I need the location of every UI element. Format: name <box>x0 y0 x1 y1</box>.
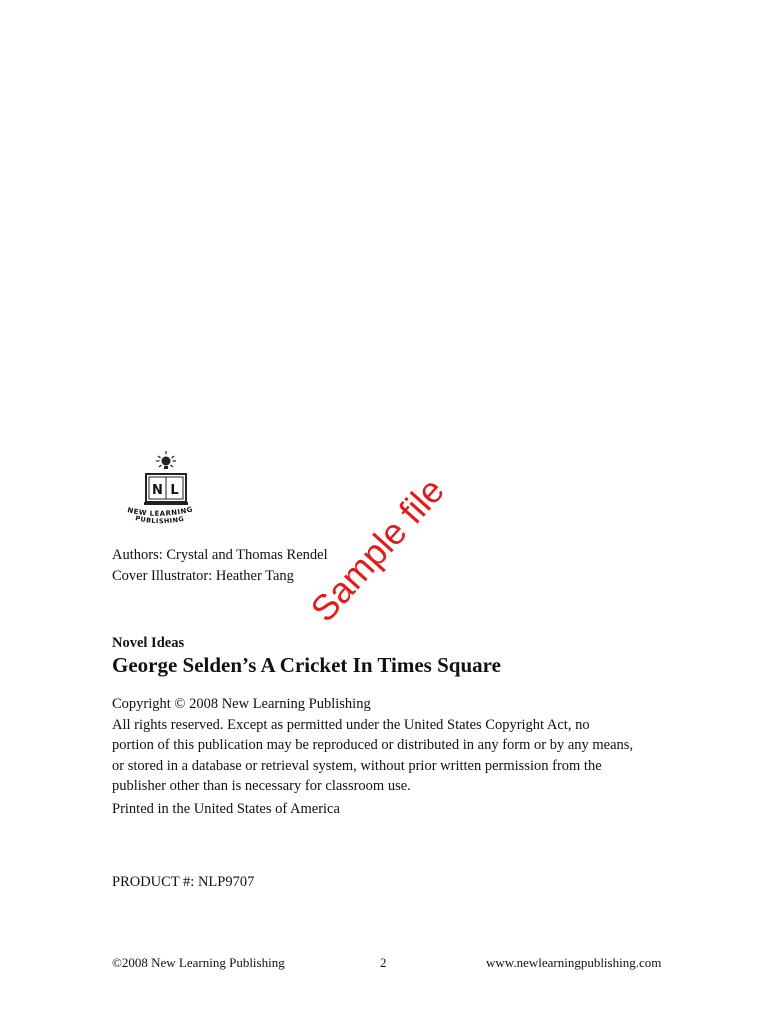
footer-copyright: ©2008 New Learning Publishing <box>112 955 285 970</box>
product-number: PRODUCT #: NLP9707 <box>112 874 255 890</box>
book-icon <box>144 474 188 505</box>
printed-in-line: Printed in the United States of America <box>112 801 340 817</box>
page-number: 2 <box>380 955 387 970</box>
footer-website: www.newlearningpublishing.com <box>486 955 662 970</box>
logo-graphic <box>125 448 215 528</box>
series-title: Novel Ideas <box>112 635 185 651</box>
logo-arc-top: NEW LEARNING <box>126 505 194 518</box>
copyright-block <box>112 694 672 797</box>
copyright-line: Copyright © 2008 New Learning Publishing <box>112 696 371 712</box>
sample-file-watermark: Sample file <box>302 469 453 630</box>
rights-line: publisher other than is necessary for classroom use. <box>112 778 411 794</box>
rights-line: All rights reserved. Except as permitted under the United States Copyright Act, no <box>112 716 590 733</box>
publisher-logo <box>125 448 215 528</box>
rights-line: or stored in a database or retrieval system, without prior written permission from the <box>112 757 602 774</box>
book-title: George Selden’s A Cricket In Times Square <box>112 653 501 677</box>
authors-line: Authors: Crystal and Thomas Rendel <box>112 547 328 563</box>
lightbulb-icon <box>156 451 176 469</box>
logo-letter-l: L <box>170 483 179 498</box>
logo-letter-n: N <box>152 483 163 498</box>
rights-line: portion of this publication may be reproduced or distributed in any form or by any means, <box>112 737 634 753</box>
credits <box>112 545 328 587</box>
illustrator-line: Cover Illustrator: Heather Tang <box>112 568 294 584</box>
logo-arc-bottom: PUBLISHING <box>134 514 185 526</box>
